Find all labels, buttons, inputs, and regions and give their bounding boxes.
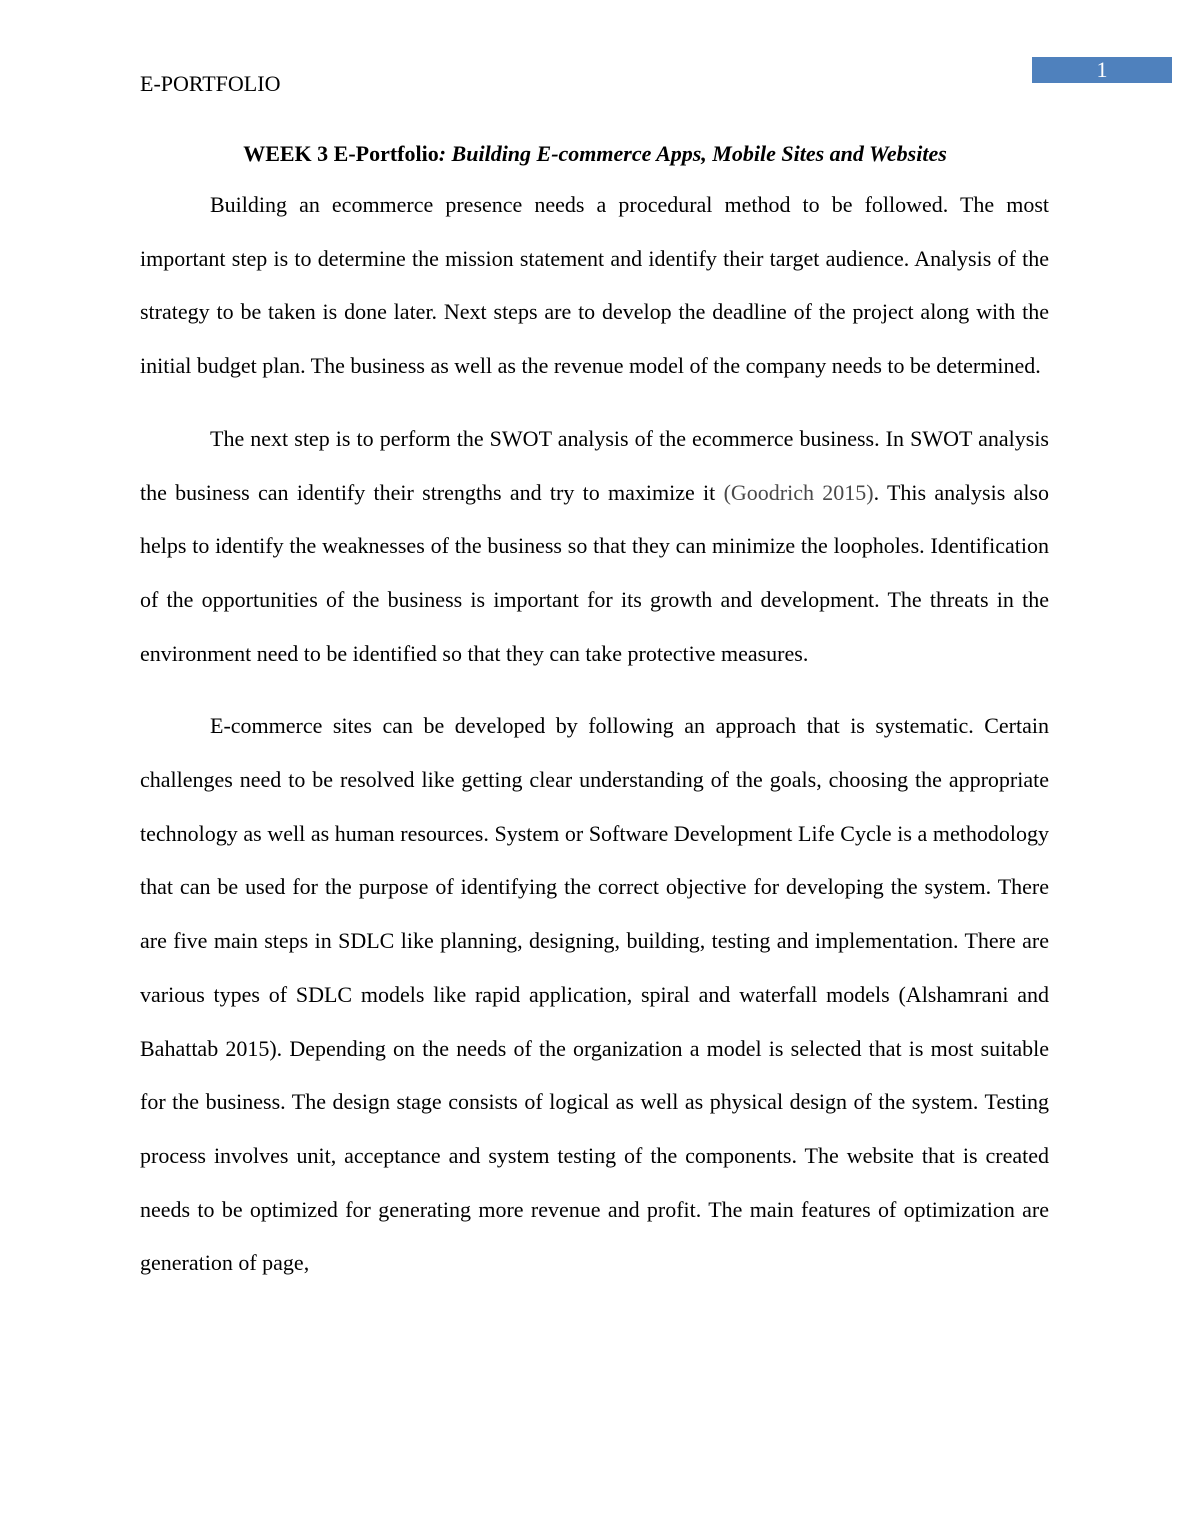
paragraph-3: E-commerce sites can be developed by following an approach that is systematic. Certain challenges need to be resolved like getting clear understanding of the goals, choosing the appropriate technology as well as human resources. System or Software Development Life Cycle is a methodology that can be used for the purpose of identifying the correct objective for developing the system. There are five main steps in SDLC like planning, designing, building, testing and implementation. There are various types of SDLC models like rapid application, spiral and waterfall models (Alshamrani and Bahattab 2015). Depending on the needs of the organization a model is selected that is most suitable for the business. The design stage consists of logical as well as physical design of the system. Testing process involves unit, acceptance and system testing of the components. The website that is created needs to be optimized for generating more revenue and profit. The main features of optimization are generation of page, <box>140 713 1049 1276</box>
title-bold-part: WEEK 3 E-Portfolio <box>243 141 439 166</box>
page-number: 1 <box>1032 57 1172 83</box>
running-head: E-PORTFOLIO <box>140 71 281 96</box>
paragraph-2-text-after: . This analysis also helps to identify the weaknesses of the business so that they can minimize the loopholes. Identification of the opportunities of the business is important for its growth and development. The threats in the environment need to be identified so that they can take protective measures. <box>140 479 1049 666</box>
paragraph-2-text-before: The next step is to perform the SWOT analysis of the ecommerce business. In SWOT analysis the business can identify their strengths and try to maximize it <box>140 425 1049 505</box>
title-italic-part: : Building E-commerce Apps, Mobile Sites and Websites <box>438 141 947 166</box>
paragraph-2 <box>140 412 1049 681</box>
document-title <box>0 140 1190 168</box>
document-body <box>140 178 1049 1309</box>
paragraph-1: Building an ecommerce presence needs a procedural method to be followed. The most important step is to determine the mission statement and identify their target audience. Analysis of the strategy to be taken is done later. Next steps are to develop the deadline of the project along with the initial budget plan. The business as well as the revenue model of the company needs to be determined. <box>140 192 1049 379</box>
citation: (Goodrich 2015) <box>723 479 874 505</box>
